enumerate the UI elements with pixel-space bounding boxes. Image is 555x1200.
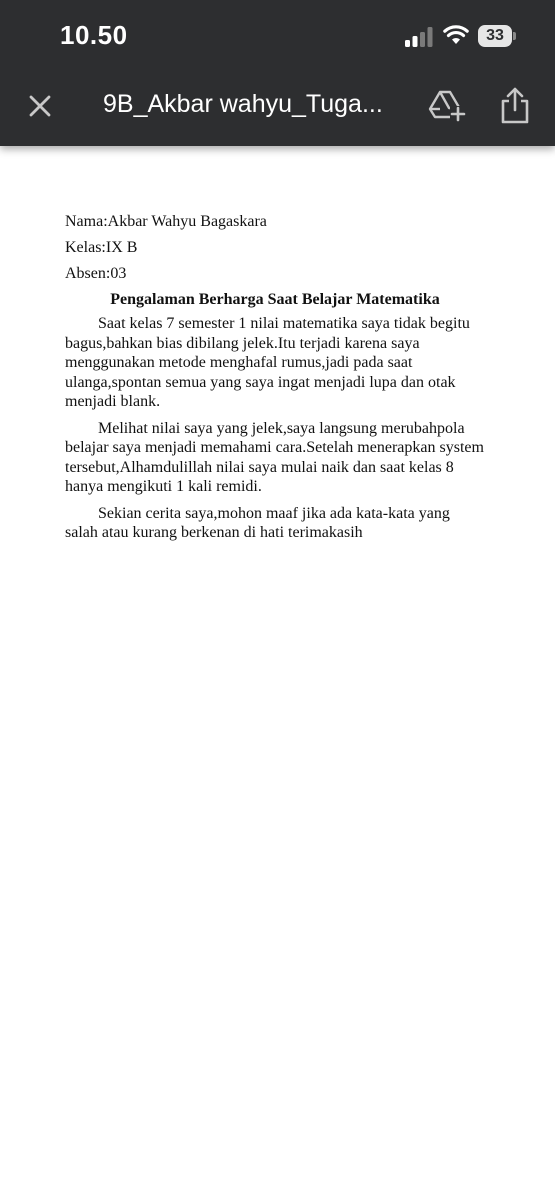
paragraph: Saat kelas 7 semester 1 nilai matematika saya tidak begitu bagus,bahkan bias dibilang jelek.Itu terjadi karena saya menggunakan metode menghafal rumus,jadi pada saat ulanga,spontan semua yang saya ingat menjadi lupa dan otak menjadi blank. (65, 315, 470, 410)
battery-icon: 33 (478, 25, 512, 47)
close-icon[interactable] (24, 90, 56, 122)
top-bar (0, 0, 555, 146)
essay-title: Pengalaman Berharga Saat Belajar Matematika (110, 291, 440, 308)
share-icon[interactable] (499, 86, 531, 126)
add-to-drive-icon[interactable] (428, 88, 466, 124)
wifi-icon (443, 24, 469, 46)
document-page[interactable] (0, 146, 555, 1200)
paragraph: Sekian cerita saya,mohon maaf jika ada kata-kata yang salah atau kurang berkenan di hati terimakasih (65, 504, 450, 541)
battery-tip (513, 32, 516, 40)
status-time: 10.50 (60, 20, 128, 50)
class-line: Kelas:IX B (65, 239, 138, 256)
signal-icon (405, 27, 433, 47)
document-title: 9B_Akbar wahyu_Tuga... (103, 90, 383, 118)
name-line: Nama:Akbar Wahyu Bagaskara (65, 213, 267, 230)
document-body (65, 212, 485, 550)
absen-line: Absen:03 (65, 265, 127, 282)
paragraph: Melihat nilai saya yang jelek,saya langsung merubahpola belajar saya menjadi memahami cara.Setelah menerapkan system tersebut,Alhamdulillah nilai saya mulai naik dan saat kelas 8 hanya mengikuti 1 kali remidi. (65, 419, 484, 495)
